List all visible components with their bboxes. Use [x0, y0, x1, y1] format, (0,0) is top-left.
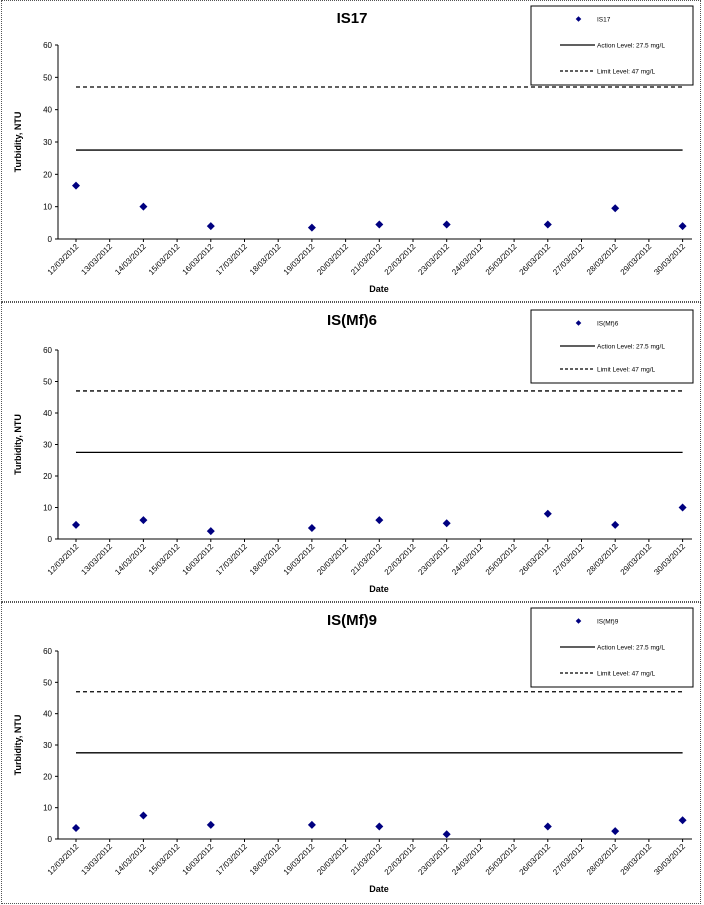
- y-tick-label: 0: [47, 835, 52, 844]
- y-tick-label: 50: [43, 678, 52, 688]
- legend-label-action: Action Level: 27.5 mg/L: [597, 343, 665, 351]
- x-tick-label: 13/03/2012: [79, 242, 115, 277]
- x-tick-label: 14/03/2012: [113, 842, 148, 877]
- x-tick-label: 22/03/2012: [382, 242, 418, 277]
- data-point: [72, 521, 80, 529]
- data-point: [544, 510, 552, 518]
- legend-label-limit: Limit Level: 47 mg/L: [597, 68, 656, 76]
- chart-svg-3: [2, 603, 702, 905]
- x-tick-label: 30/03/2012: [652, 242, 688, 277]
- y-tick-label: 10: [43, 803, 52, 813]
- data-point: [72, 182, 80, 190]
- y-tick-label: 30: [43, 138, 52, 147]
- x-tick-label: 18/03/2012: [247, 842, 283, 877]
- data-point: [375, 516, 383, 524]
- data-point: [679, 222, 687, 230]
- legend-label-series: IS17: [597, 16, 611, 24]
- data-point: [308, 821, 316, 829]
- x-tick-label: 30/03/2012: [652, 842, 688, 877]
- y-tick-label: 40: [43, 409, 52, 418]
- x-tick-label: 27/03/2012: [551, 242, 586, 277]
- y-tick-label: 10: [43, 202, 52, 212]
- data-point: [308, 524, 316, 532]
- chart-title: IS17: [336, 10, 368, 27]
- x-tick-label: 28/03/2012: [584, 842, 620, 877]
- x-tick-label: 16/03/2012: [180, 842, 216, 877]
- x-tick-label: 26/03/2012: [517, 242, 553, 277]
- data-point: [611, 827, 619, 835]
- data-point: [308, 224, 316, 232]
- data-point: [544, 822, 552, 830]
- data-point: [72, 824, 80, 832]
- x-tick-label: 25/03/2012: [483, 842, 519, 877]
- chart-title: IS(Mf)6: [327, 312, 377, 329]
- data-point: [139, 516, 147, 524]
- x-tick-label: 16/03/2012: [180, 242, 216, 277]
- x-tick-label: 21/03/2012: [349, 542, 384, 577]
- x-tick-label: 17/03/2012: [214, 542, 249, 577]
- chart-title: IS(Mf)9: [327, 612, 377, 629]
- x-tick-label: 13/03/2012: [79, 842, 115, 877]
- data-point: [207, 527, 215, 535]
- x-tick-label: 29/03/2012: [618, 842, 654, 877]
- x-tick-label: 28/03/2012: [584, 542, 620, 577]
- y-tick-label: 60: [43, 41, 52, 50]
- data-point: [611, 521, 619, 529]
- y-tick-label: 60: [43, 647, 52, 656]
- y-tick-label: 20: [43, 772, 52, 782]
- x-tick-label: 14/03/2012: [113, 242, 148, 277]
- chart-svg-1: [2, 1, 702, 303]
- x-tick-label: 27/03/2012: [551, 842, 586, 877]
- y-axis-label: Turbidity, NTU: [13, 111, 23, 173]
- data-point: [443, 830, 451, 838]
- y-tick-label: 40: [43, 105, 52, 115]
- x-tick-label: 24/03/2012: [450, 542, 485, 577]
- x-tick-label: 17/03/2012: [214, 242, 249, 277]
- data-point: [207, 222, 215, 230]
- chart-panel-2: [1, 302, 701, 602]
- data-point: [139, 203, 147, 211]
- x-tick-label: 18/03/2012: [247, 242, 283, 277]
- x-tick-label: 25/03/2012: [483, 242, 519, 277]
- x-tick-label: 13/03/2012: [79, 542, 115, 577]
- chart-svg-2: [2, 303, 702, 603]
- legend-label-series: IS(Mf)6: [597, 320, 619, 328]
- y-tick-label: 20: [43, 170, 52, 180]
- x-tick-label: 20/03/2012: [315, 842, 351, 877]
- x-tick-label: 25/03/2012: [483, 542, 519, 577]
- y-tick-label: 60: [43, 346, 52, 355]
- data-point: [679, 816, 687, 824]
- x-tick-label: 26/03/2012: [517, 842, 553, 877]
- y-tick-label: 10: [43, 503, 52, 513]
- x-axis-label: Date: [369, 284, 389, 294]
- data-point: [375, 220, 383, 228]
- x-tick-label: 24/03/2012: [450, 242, 485, 277]
- x-tick-label: 15/03/2012: [146, 242, 182, 277]
- x-tick-label: 21/03/2012: [349, 842, 384, 877]
- legend-label-action: Action Level: 27.5 mg/L: [597, 644, 665, 652]
- y-tick-label: 0: [47, 235, 52, 244]
- x-tick-label: 20/03/2012: [315, 542, 351, 577]
- y-tick-label: 40: [43, 709, 52, 719]
- data-point: [611, 204, 619, 212]
- legend-label-limit: Limit Level: 47 mg/L: [597, 670, 656, 678]
- x-tick-label: 22/03/2012: [382, 842, 418, 877]
- x-tick-label: 18/03/2012: [247, 542, 283, 577]
- y-tick-label: 0: [47, 535, 52, 544]
- x-tick-label: 12/03/2012: [45, 542, 81, 577]
- x-tick-label: 19/03/2012: [281, 542, 317, 577]
- x-tick-label: 23/03/2012: [416, 242, 452, 277]
- x-tick-label: 12/03/2012: [45, 842, 81, 877]
- x-tick-label: 17/03/2012: [214, 842, 249, 877]
- x-axis-label: Date: [369, 884, 389, 894]
- x-tick-label: 24/03/2012: [450, 842, 485, 877]
- x-tick-label: 19/03/2012: [281, 842, 317, 877]
- x-tick-label: 23/03/2012: [416, 842, 452, 877]
- data-point: [443, 220, 451, 228]
- x-axis-label: Date: [369, 584, 389, 594]
- data-point: [544, 220, 552, 228]
- data-point: [375, 822, 383, 830]
- data-point: [207, 821, 215, 829]
- data-point: [139, 812, 147, 820]
- legend-label-series: IS(Mf)9: [597, 618, 619, 626]
- x-tick-label: 14/03/2012: [113, 542, 148, 577]
- y-tick-label: 50: [43, 73, 52, 83]
- chart-panel-3: [1, 602, 701, 904]
- x-tick-label: 21/03/2012: [349, 242, 384, 277]
- y-tick-label: 50: [43, 377, 52, 387]
- y-tick-label: 30: [43, 440, 52, 450]
- x-tick-label: 26/03/2012: [517, 542, 553, 577]
- x-tick-label: 30/03/2012: [652, 542, 688, 577]
- y-axis-label: Turbidity, NTU: [13, 414, 23, 475]
- y-tick-label: 30: [43, 741, 52, 750]
- x-tick-label: 29/03/2012: [618, 242, 654, 277]
- x-tick-label: 19/03/2012: [281, 242, 317, 277]
- data-point: [443, 519, 451, 527]
- x-tick-label: 15/03/2012: [146, 542, 182, 577]
- legend-label-limit: Limit Level: 47 mg/L: [597, 366, 656, 374]
- x-tick-label: 23/03/2012: [416, 542, 452, 577]
- y-axis-label: Turbidity, NTU: [13, 714, 23, 776]
- x-tick-label: 20/03/2012: [315, 242, 351, 277]
- data-point: [679, 504, 687, 512]
- x-tick-label: 29/03/2012: [618, 542, 654, 577]
- x-tick-label: 15/03/2012: [146, 842, 182, 877]
- x-tick-label: 12/03/2012: [45, 242, 81, 277]
- x-tick-label: 27/03/2012: [551, 542, 586, 577]
- y-tick-label: 20: [43, 472, 52, 481]
- x-tick-label: 28/03/2012: [584, 242, 620, 277]
- legend-label-action: Action Level: 27.5 mg/L: [597, 42, 665, 50]
- chart-panel-1: [1, 0, 701, 302]
- x-tick-label: 22/03/2012: [382, 542, 418, 577]
- x-tick-label: 16/03/2012: [180, 542, 216, 577]
